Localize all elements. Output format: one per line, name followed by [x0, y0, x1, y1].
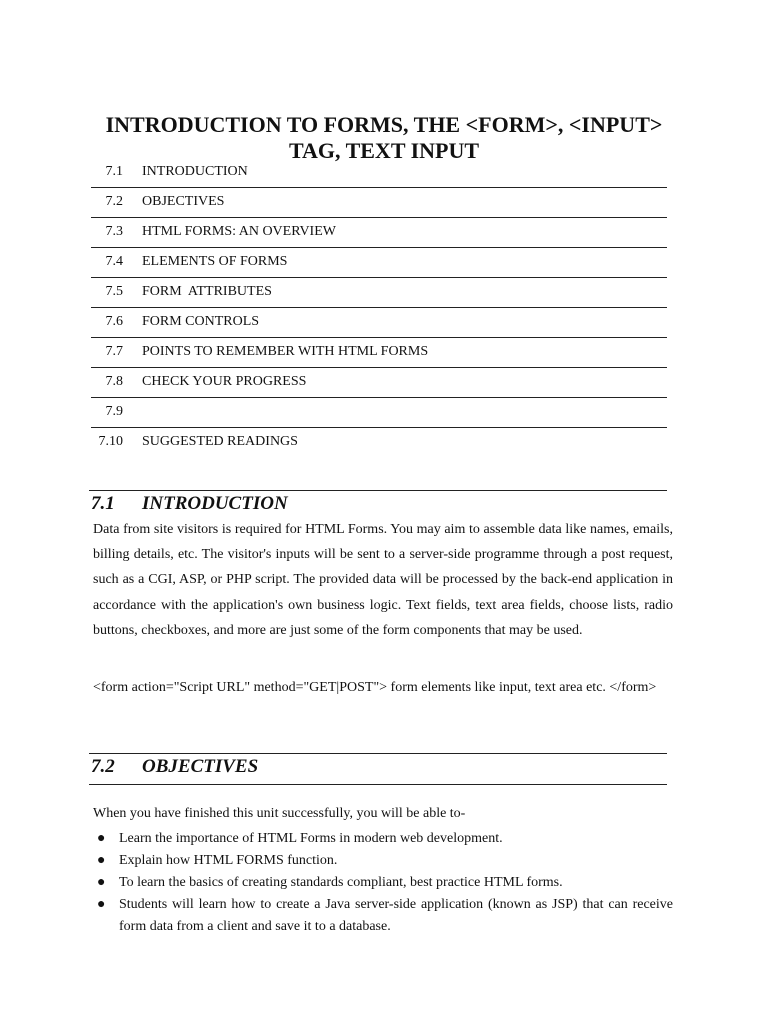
- toc-row: [91, 428, 667, 458]
- toc-row: [91, 188, 667, 218]
- toc-label: INTRODUCTION: [142, 164, 248, 179]
- list-item-text: Explain how HTML FORMS function.: [119, 853, 338, 868]
- bullet-icon: ●: [97, 853, 106, 868]
- introduction-paragraph: Data from site visitors is required for HTML Forms. You may aim to assemble data like names, emails, billing details, etc. The visitor's inputs will be sent to a server-side programme through a post request, such as a CGI, ASP, or PHP script. The provided data will be processed by the back-end application in accordance with the application's own business logic. Text fields, text area fields, choose lists, radio buttons, checkboxes, and more are just some of the form components that may be used.: [93, 522, 673, 638]
- toc-label: CHECK YOUR PROGRESS: [142, 374, 307, 389]
- chapter-title: [60, 112, 708, 164]
- list-item-text: To learn the basics of creating standards compliant, best practice HTML forms.: [119, 875, 563, 890]
- list-item: [93, 872, 673, 894]
- list-item-text: Learn the importance of HTML Forms in modern web development.: [119, 831, 503, 846]
- toc-number: 7.10: [98, 434, 123, 449]
- list-item: [93, 894, 673, 938]
- toc-row: [91, 218, 667, 248]
- toc-label: HTML FORMS: AN OVERVIEW: [142, 224, 336, 239]
- section-title: OBJECTIVES: [142, 756, 259, 777]
- toc-number: 7.1: [105, 164, 123, 179]
- bullet-icon: ●: [97, 831, 106, 846]
- toc-label: ELEMENTS OF FORMS: [142, 254, 288, 269]
- bullet-icon: ●: [97, 875, 106, 890]
- toc-number: 7.4: [105, 254, 123, 269]
- toc-label: SUGGESTED READINGS: [142, 434, 298, 449]
- section-title: INTRODUCTION: [142, 493, 288, 514]
- section-heading-objectives: [89, 753, 667, 785]
- list-item: [93, 828, 673, 850]
- toc-number: 7.9: [105, 404, 123, 419]
- toc-row: [91, 398, 667, 428]
- toc-label: FORM ATTRIBUTES: [142, 284, 272, 299]
- toc-label: FORM CONTROLS: [142, 314, 260, 329]
- chapter-title-line-2: TAG, TEXT INPUT: [288, 138, 480, 163]
- toc-row: [91, 308, 667, 338]
- toc-number: 7.2: [105, 194, 123, 209]
- toc-row: [91, 158, 667, 188]
- toc-number: 7.3: [105, 224, 123, 239]
- list-item: [93, 850, 673, 872]
- form-syntax-example: <form action="Script URL" method="GET|POST"> form elements like input, text area etc. </form>: [93, 680, 657, 695]
- table-of-contents: [91, 158, 667, 458]
- section-number: 7.2: [91, 756, 115, 777]
- toc-row: [91, 368, 667, 398]
- section-number: 7.1: [91, 493, 115, 514]
- chapter-title-line-1: INTRODUCTION TO FORMS, THE <FORM>, <INPUT>: [105, 112, 663, 137]
- toc-number: 7.7: [105, 344, 123, 359]
- toc-row: [91, 338, 667, 368]
- toc-number: 7.8: [105, 374, 123, 389]
- list-item-text: Students will learn how to create a Java server-side application (known as JSP) that can receive form data from a client and save it to a database.: [119, 897, 673, 934]
- toc-row: [91, 278, 667, 308]
- objectives-intro: When you have finished this unit successfully, you will be able to-: [93, 806, 466, 821]
- bullet-icon: ●: [97, 897, 106, 912]
- toc-row: [91, 248, 667, 278]
- objectives-list: [93, 828, 673, 938]
- toc-number: 7.6: [105, 314, 123, 329]
- toc-label: OBJECTIVES: [142, 194, 225, 209]
- toc-number: 7.5: [105, 284, 123, 299]
- toc-label: POINTS TO REMEMBER WITH HTML FORMS: [142, 344, 429, 359]
